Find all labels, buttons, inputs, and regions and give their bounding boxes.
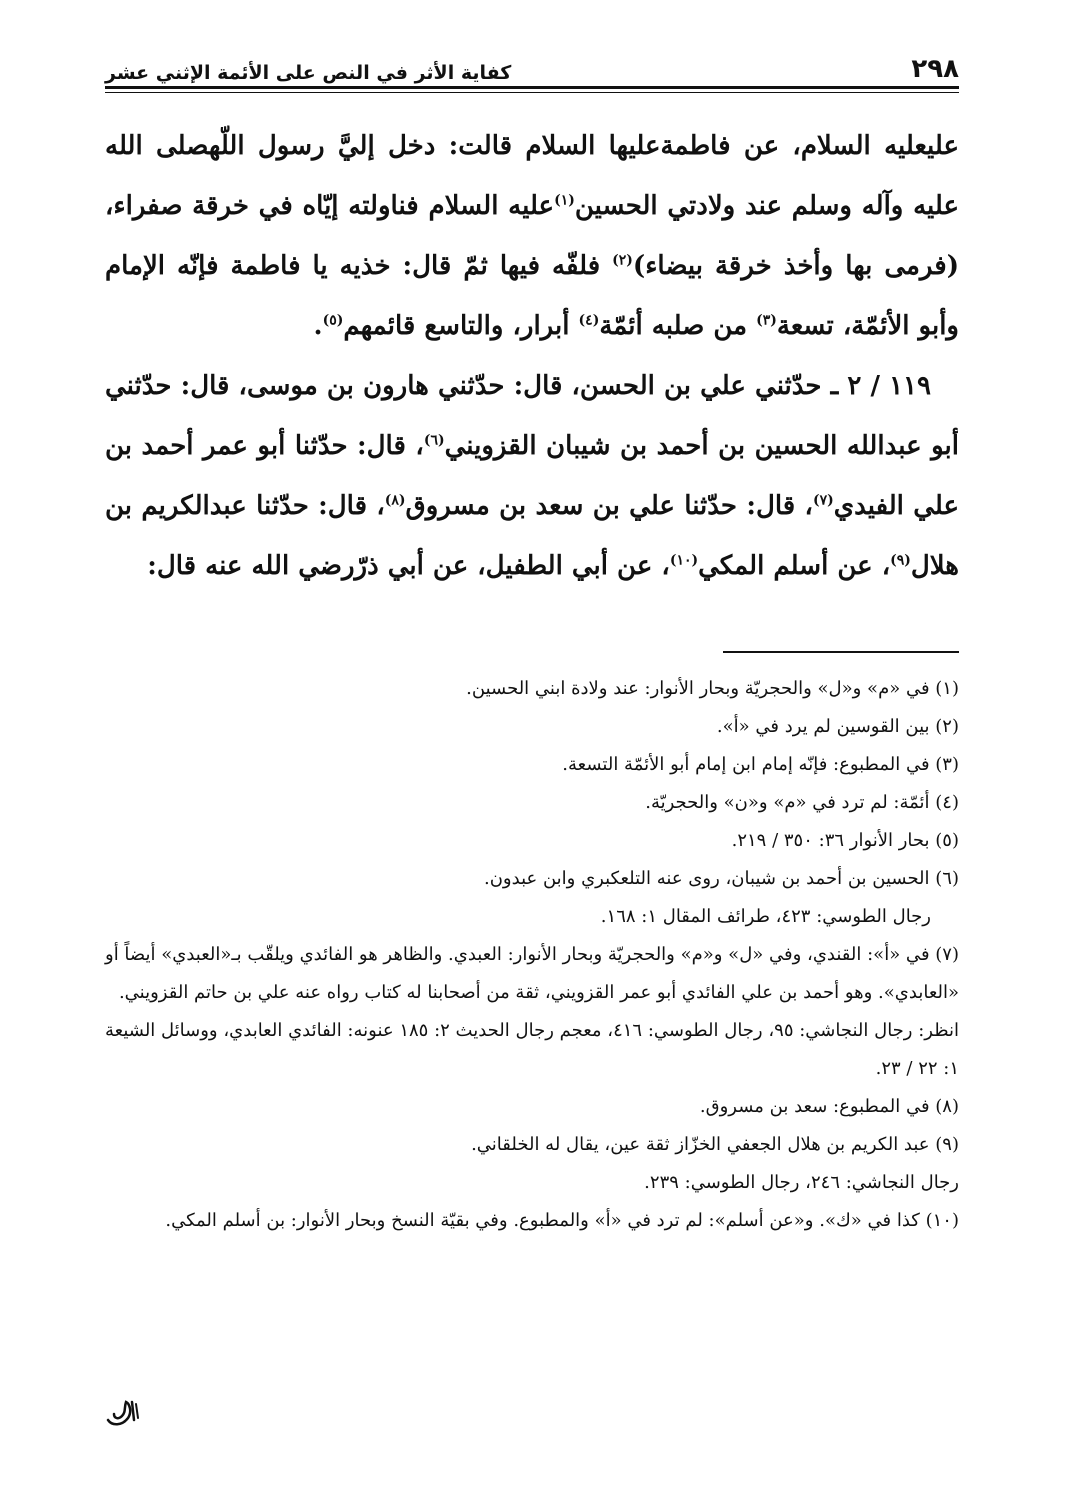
footnote-1: (١) في «م» و«ل» والحجريّة وبحار الأنوار: عند ولادة ابني الحسين.: [466, 678, 959, 699]
footnote-ref-1[interactable]: (١): [554, 192, 575, 209]
calligraphic-mark-icon: [104, 1398, 142, 1428]
footnote-6-sources: رجال الطوسي: ٤٢٣، طرائف المقال ١: ١٦٨.: [600, 906, 931, 927]
main-text: [105, 116, 959, 596]
text-run: .: [313, 311, 323, 341]
text-run: أبرار، والتاسع قائمهم: [343, 311, 579, 341]
footnote-ref-8[interactable]: (٨): [384, 492, 406, 509]
text-run: عليعليه السلام، عن فاطمةعليها السلام قالت: دخل إليَّ رسول اللّهصلى الله عليه وآله وسلم عند ولادتي الحسين: [105, 131, 959, 221]
footnote-ref-5[interactable]: (٥): [322, 312, 344, 329]
text-run: ١١٩ / ٢ ـ حدّثني علي بن الحسن، قال: حدّثني هارون بن موسى، قال: حدّثني أبو عبدالله الحسين بن أحمد بن شيبان القزويني: [105, 371, 959, 461]
text-run: ، قال: حدّثنا علي بن سعد بن مسروق: [405, 491, 813, 521]
text-run: ، قال: حدّثنا عبدالكريم بن هلال: [105, 491, 959, 581]
footnote-ref-10[interactable]: (١٠): [669, 552, 699, 569]
header-rule-thick: [105, 86, 959, 89]
footnote-ref-2[interactable]: (٢): [612, 252, 633, 269]
paragraph-1: [105, 116, 959, 356]
paragraph-2: [105, 356, 959, 596]
footnote-5: (٥) بحار الأنوار ٣٦: ٣٥٠ / ٢١٩.: [731, 830, 959, 851]
text-run: من صلبه أئمّة: [599, 311, 757, 341]
text-run: ، عن أسلم المكي: [698, 551, 891, 581]
footnote-9-sources: رجال النجاشي: ٢٤٦، رجال الطوسي: ٢٣٩.: [644, 1172, 959, 1193]
running-title: كفاية الأثر في النص على الأئمة الإثني عشر: [105, 62, 512, 84]
footnote-ref-3[interactable]: (٣): [756, 312, 777, 329]
footnote-ref-9[interactable]: (٩): [890, 552, 911, 569]
footnote-10: (١٠) كذا في «ك». و«عن أسلم»: لم ترد في «أ» والمطبوع. وفي بقيّة النسخ وبحار الأنوار: بن أسلم المكي.: [165, 1210, 959, 1231]
text-run: ، قال: حدّثنا أبو عمر أحمد بن علي الفيدي: [105, 431, 959, 521]
text-run: ، عن أبي الطفيل، عن أبي ذرّرضي الله عنه قال:: [147, 551, 670, 581]
footnote-7: (٧) في «أ»: القندي، وفي «ل» و«م» والحجريّة وبحار الأنوار: العبدي. والظاهر هو الفائدي ويلقّب بـ«العبدي» أيضاً أو «العابدي». وهو أحمد بن علي الفائدي أبو عمر القزويني، ثقة من أصحابنا له كتاب رواه عنه علي بن حاتم القزويني.: [105, 944, 959, 1003]
footnotes: [105, 670, 959, 1240]
footnote-ref-7[interactable]: (٧): [812, 492, 834, 509]
header-rule-thin: [105, 92, 959, 93]
footnote-9: (٩) عبد الكريم بن هلال الجعفي الخزّاز ثقة عين، يقال له الخلقاني.: [471, 1134, 959, 1155]
footnote-4: (٤) أئمّة: لم ترد في «م» و«ن» والحجريّة.: [645, 792, 959, 813]
footnote-7-sources: انظر: رجال النجاشي: ٩٥، رجال الطوسي: ٤١٦، معجم رجال الحديث ٢: ١٨٥ عنونه: الفائدي العابدي، ووسائل الشيعة ١: ٢٢ / ٢٣.: [105, 1020, 959, 1079]
footnote-ref-6[interactable]: (٦): [423, 432, 445, 449]
footnote-8: (٨) في المطبوع: سعد بن مسروق.: [699, 1096, 959, 1117]
footnote-2: (٢) بين القوسين لم يرد في «أ».: [716, 716, 959, 737]
page-number: ٢٩٨: [911, 54, 959, 84]
footnote-6: (٦) الحسين بن أحمد بن شيبان، روى عنه التلعكبري وابن عبدون.: [483, 868, 959, 889]
footnote-separator: [723, 651, 959, 653]
running-header: [105, 40, 959, 84]
text-run: عليه السلام فناولته إيّاه في خرقة صفراء، (فرمى بها وأخذ خرقة بيضاء): [105, 191, 959, 281]
text-run: فلفّه فيها ثمّ قال: خذيه يا فاطمة فإنّه الإمام وأبو الأئمّة، تسعة: [105, 251, 959, 341]
footnote-3: (٣) في المطبوع: فإنّه إمام ابن إمام أبو الأئمّة التسعة.: [562, 754, 959, 775]
footnote-ref-4[interactable]: (٤): [578, 312, 600, 329]
